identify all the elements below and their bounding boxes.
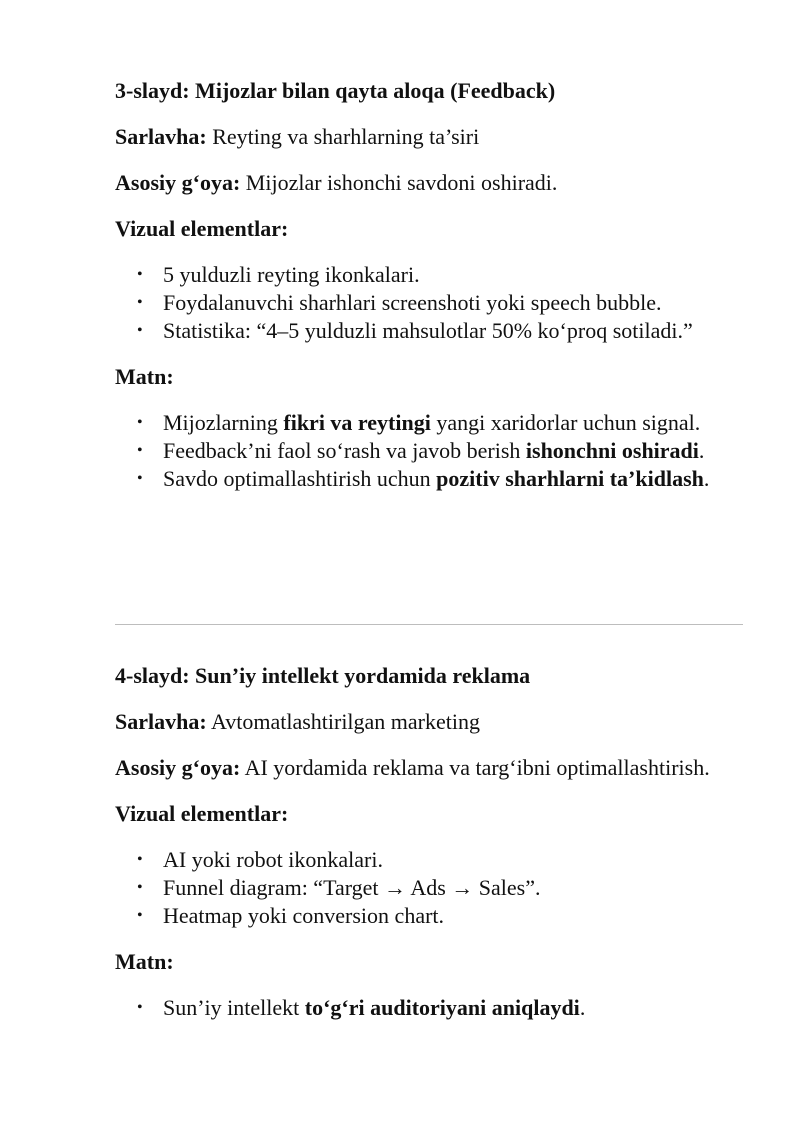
slide-3-text-list [115, 409, 745, 493]
bullet-icon: • [137, 414, 143, 431]
slide-4-text-list [115, 994, 745, 1022]
bullet-icon: • [137, 294, 143, 311]
item-pre: Sun’iy intellekt [163, 995, 305, 1020]
slide-4-visual-list [115, 846, 745, 930]
slide-3-idea-line [115, 169, 745, 197]
slide-3-visual-label: Vizual elementlar: [115, 216, 289, 241]
slide-4-visual-label: Vizual elementlar: [115, 801, 289, 826]
title-label: Sarlavha: [115, 709, 207, 734]
bullet-icon: • [137, 879, 143, 896]
list-item-text: Statistika: “4–5 yulduzli mahsulotlar 50% ko‘proq sotiladi.” [163, 318, 693, 343]
list-item [115, 465, 745, 493]
item-bold: pozitiv sharhlarni ta’kidlash [436, 466, 704, 491]
slide-3-text-label: Matn: [115, 364, 174, 389]
slide-3-visual-list [115, 261, 745, 345]
slide-4-heading: 4-slayd: Sun’iy intellekt yordamida reklama [115, 663, 531, 688]
slide-4-title-line [115, 708, 745, 736]
slide-4-idea-line [115, 754, 745, 782]
title-value: Reyting va sharhlarning ta’siri [206, 124, 480, 149]
list-item [115, 846, 745, 874]
slide-4-text-label: Matn: [115, 949, 174, 974]
bullet-icon: • [137, 470, 143, 487]
bullet-icon: • [137, 266, 143, 283]
item-post: . [579, 995, 586, 1020]
list-item-text: Foydalanuvchi sharhlari screenshoti yoki speech bubble. [163, 290, 662, 315]
list-item [115, 261, 745, 289]
title-label: Sarlavha: [115, 124, 207, 149]
list-item [115, 994, 745, 1022]
bullet-icon: • [137, 851, 143, 868]
slide-3-heading: 3-slayd: Mijozlar bilan qayta aloqa (Feedback) [115, 78, 556, 103]
list-item [115, 289, 745, 317]
bullet-icon: • [137, 322, 143, 339]
idea-value: Mijozlar ishonchi savdoni oshiradi. [240, 170, 558, 195]
title-value: Avtomatlashtirilgan marketing [206, 709, 481, 734]
idea-label: Asosiy g‘oya: [115, 170, 241, 195]
item-pre: Savdo optimallashtirish uchun [163, 466, 437, 491]
idea-label: Asosiy g‘oya: [115, 755, 241, 780]
bullet-icon: • [137, 999, 143, 1016]
item-post: yangi xaridorlar uchun signal. [430, 410, 701, 435]
list-item-text: Funnel diagram: “Target → Ads → Sales”. [163, 875, 541, 900]
list-item [115, 437, 745, 465]
list-item-text: AI yoki robot ikonkalari. [163, 847, 383, 872]
item-pre: Mijozlarning [163, 410, 284, 435]
item-post: . [703, 466, 710, 491]
slide-3-title-line [115, 123, 745, 151]
list-item [115, 902, 745, 930]
bullet-icon: • [137, 907, 143, 924]
list-item-text: Heatmap yoki conversion chart. [163, 903, 445, 928]
item-bold: fikri va reytingi [283, 410, 431, 435]
section-divider [115, 624, 743, 625]
list-item [115, 874, 745, 902]
list-item-text: 5 yulduzli reyting ikonkalari. [163, 262, 420, 287]
item-post: . [698, 438, 705, 463]
list-item [115, 409, 745, 437]
slide-3-section [115, 77, 745, 511]
item-bold: to‘g‘ri auditoriyani aniqlaydi [304, 995, 580, 1020]
list-item [115, 317, 745, 345]
slide-4-section [115, 662, 745, 1040]
bullet-icon: • [137, 442, 143, 459]
item-bold: ishonchni oshiradi [525, 438, 699, 463]
item-pre: Feedback’ni faol so‘rash va javob berish [163, 438, 526, 463]
idea-value: AI yordamida reklama va targ‘ibni optimallashtirish. [240, 755, 710, 780]
